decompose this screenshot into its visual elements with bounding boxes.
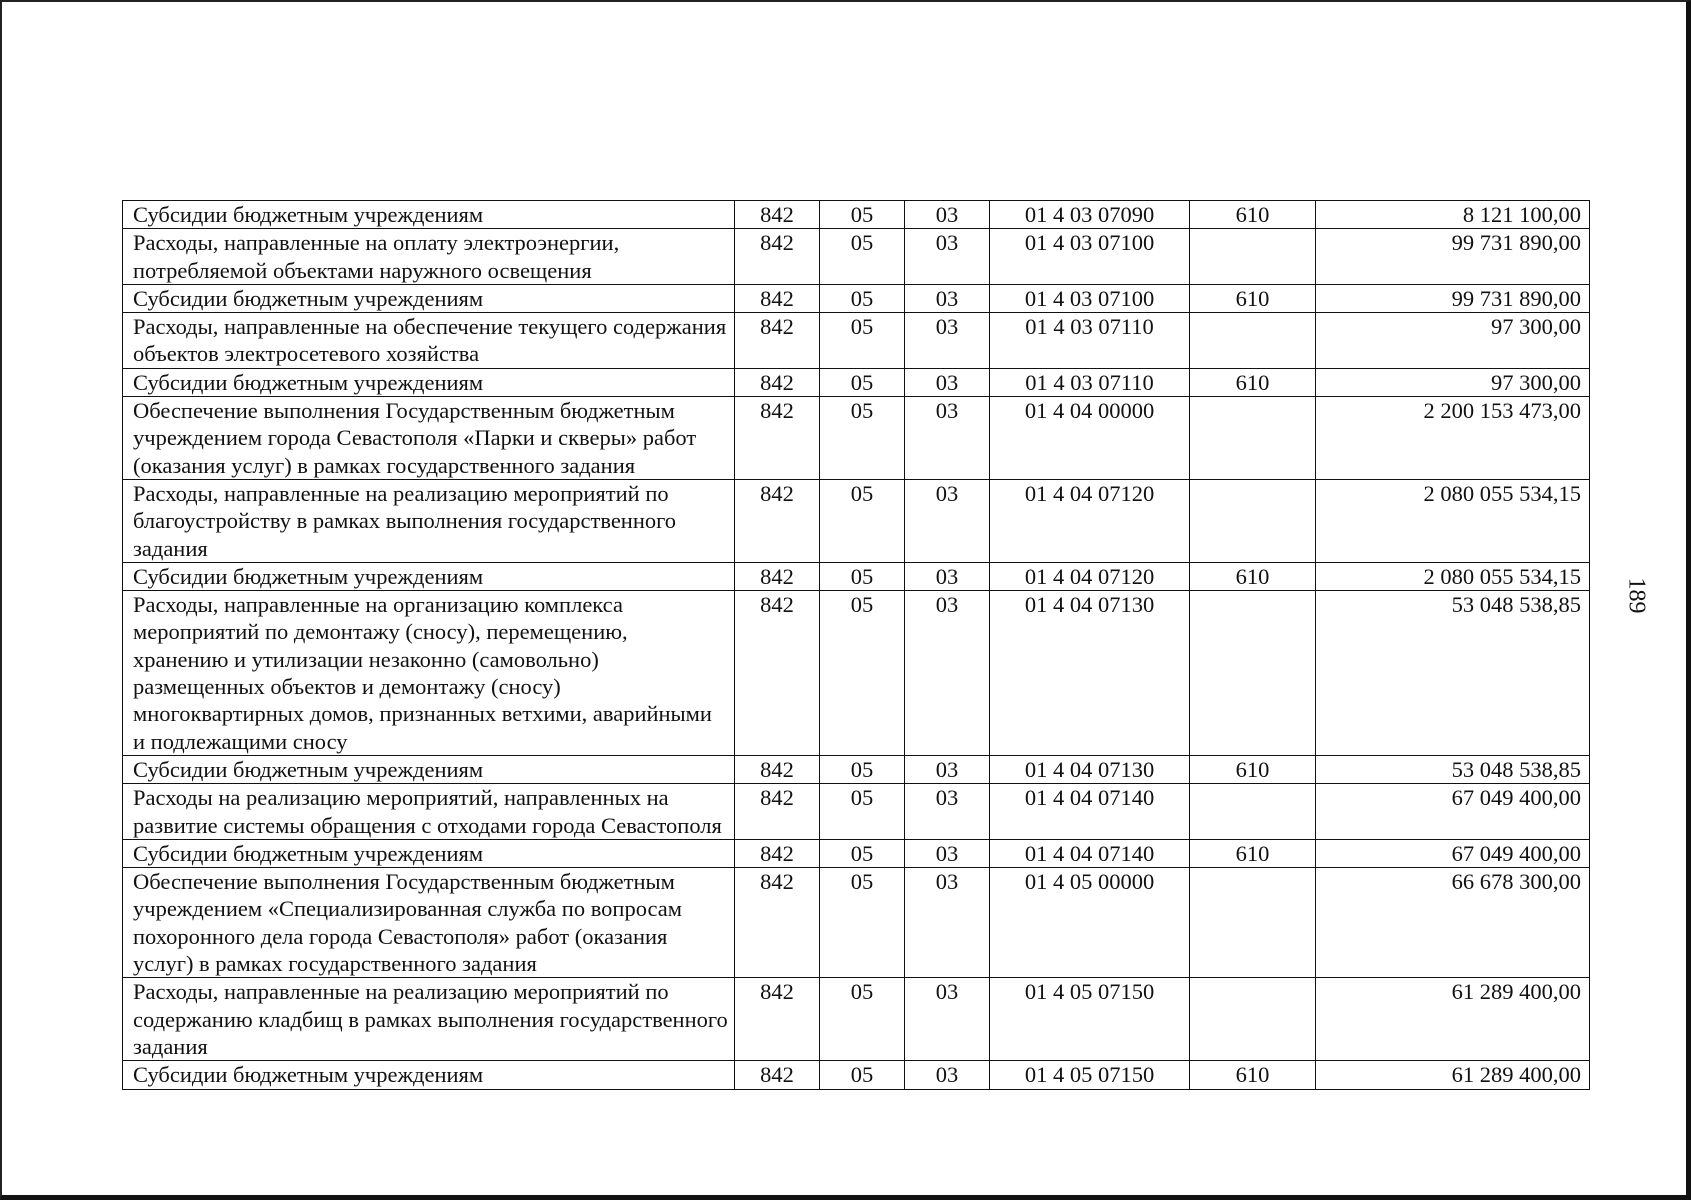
subsection-code-cell: 03 bbox=[905, 479, 990, 562]
expense-type-cell: 610 bbox=[1190, 839, 1316, 867]
target-article-cell: 01 4 03 07090 bbox=[990, 201, 1190, 229]
target-article-cell: 01 4 05 07150 bbox=[990, 1061, 1190, 1089]
expense-type-cell: 610 bbox=[1190, 755, 1316, 783]
amount-cell: 99 731 890,00 bbox=[1316, 284, 1590, 312]
section-code-cell: 05 bbox=[820, 591, 905, 756]
expense-name-cell: Субсидии бюджетным учреждениям bbox=[123, 755, 735, 783]
subsection-code-cell: 03 bbox=[905, 313, 990, 369]
ministry-code-cell: 842 bbox=[735, 839, 820, 867]
amount-cell: 53 048 538,85 bbox=[1316, 755, 1590, 783]
ministry-code-cell: 842 bbox=[735, 562, 820, 590]
section-code-cell: 05 bbox=[820, 1061, 905, 1089]
amount-cell: 97 300,00 bbox=[1316, 368, 1590, 396]
subsection-code-cell: 03 bbox=[905, 229, 990, 285]
table-row bbox=[123, 313, 1590, 369]
expense-name-cell: Расходы, направленные на организацию комплекса мероприятий по демонтажу (сносу), перемещению, хранению и утилизации незаконно (самовольно) размещенных объектов и демонтажу (сносу) многоквартирных домов, признанных ветхими, аварийными и подлежащими сносу bbox=[123, 591, 735, 756]
expense-name-cell: Обеспечение выполнения Государственным бюджетным учреждением города Севастополя «Парки и скверы» работ (оказания услуг) в рамках государственного задания bbox=[123, 397, 735, 480]
expense-type-cell bbox=[1190, 784, 1316, 840]
section-code-cell: 05 bbox=[820, 868, 905, 978]
section-code-cell: 05 bbox=[820, 479, 905, 562]
amount-cell: 2 200 153 473,00 bbox=[1316, 397, 1590, 480]
target-article-cell: 01 4 04 07140 bbox=[990, 784, 1190, 840]
ministry-code-cell: 842 bbox=[735, 368, 820, 396]
expense-type-cell bbox=[1190, 313, 1316, 369]
ministry-code-cell: 842 bbox=[735, 591, 820, 756]
expense-type-cell: 610 bbox=[1190, 368, 1316, 396]
section-code-cell: 05 bbox=[820, 562, 905, 590]
expense-name-cell: Расходы, направленные на реализацию мероприятий по благоустройству в рамках выполнения государственного задания bbox=[123, 479, 735, 562]
target-article-cell: 01 4 03 07100 bbox=[990, 284, 1190, 312]
budget-table bbox=[122, 200, 1590, 1090]
subsection-code-cell: 03 bbox=[905, 397, 990, 480]
subsection-code-cell: 03 bbox=[905, 978, 990, 1061]
target-article-cell: 01 4 05 07150 bbox=[990, 978, 1190, 1061]
subsection-code-cell: 03 bbox=[905, 868, 990, 978]
subsection-code-cell: 03 bbox=[905, 784, 990, 840]
table-row bbox=[123, 368, 1590, 396]
section-code-cell: 05 bbox=[820, 313, 905, 369]
subsection-code-cell: 03 bbox=[905, 591, 990, 756]
expense-type-cell: 610 bbox=[1190, 284, 1316, 312]
ministry-code-cell: 842 bbox=[735, 479, 820, 562]
section-code-cell: 05 bbox=[820, 284, 905, 312]
ministry-code-cell: 842 bbox=[735, 229, 820, 285]
subsection-code-cell: 03 bbox=[905, 201, 990, 229]
target-article-cell: 01 4 04 07120 bbox=[990, 479, 1190, 562]
amount-cell: 67 049 400,00 bbox=[1316, 839, 1590, 867]
subsection-code-cell: 03 bbox=[905, 284, 990, 312]
target-article-cell: 01 4 03 07100 bbox=[990, 229, 1190, 285]
ministry-code-cell: 842 bbox=[735, 868, 820, 978]
table-row bbox=[123, 201, 1590, 229]
expense-name-cell: Обеспечение выполнения Государственным бюджетным учреждением «Специализированная служба по вопросам похоронного дела города Севастополя» работ (оказания услуг) в рамках государственного задания bbox=[123, 868, 735, 978]
expense-name-cell: Расходы, направленные на реализацию мероприятий по содержанию кладбищ в рамках выполнения государственного задания bbox=[123, 978, 735, 1061]
table-row bbox=[123, 591, 1590, 756]
expense-type-cell: 610 bbox=[1190, 201, 1316, 229]
subsection-code-cell: 03 bbox=[905, 1061, 990, 1089]
amount-cell: 2 080 055 534,15 bbox=[1316, 479, 1590, 562]
table-row bbox=[123, 479, 1590, 562]
table-row bbox=[123, 284, 1590, 312]
table-row bbox=[123, 755, 1590, 783]
table-row bbox=[123, 397, 1590, 480]
section-code-cell: 05 bbox=[820, 229, 905, 285]
table-row bbox=[123, 1061, 1590, 1089]
ministry-code-cell: 842 bbox=[735, 784, 820, 840]
subsection-code-cell: 03 bbox=[905, 839, 990, 867]
expense-name-cell: Расходы, направленные на оплату электроэнергии, потребляемой объектами наружного освещения bbox=[123, 229, 735, 285]
ministry-code-cell: 842 bbox=[735, 978, 820, 1061]
table-row bbox=[123, 839, 1590, 867]
table-row bbox=[123, 562, 1590, 590]
ministry-code-cell: 842 bbox=[735, 755, 820, 783]
amount-cell: 99 731 890,00 bbox=[1316, 229, 1590, 285]
target-article-cell: 01 4 05 00000 bbox=[990, 868, 1190, 978]
expense-name-cell: Субсидии бюджетным учреждениям bbox=[123, 201, 735, 229]
amount-cell: 61 289 400,00 bbox=[1316, 978, 1590, 1061]
ministry-code-cell: 842 bbox=[735, 201, 820, 229]
section-code-cell: 05 bbox=[820, 839, 905, 867]
amount-cell: 97 300,00 bbox=[1316, 313, 1590, 369]
section-code-cell: 05 bbox=[820, 397, 905, 480]
amount-cell: 53 048 538,85 bbox=[1316, 591, 1590, 756]
table-body bbox=[123, 201, 1590, 1090]
amount-cell: 66 678 300,00 bbox=[1316, 868, 1590, 978]
target-article-cell: 01 4 04 07130 bbox=[990, 755, 1190, 783]
expense-type-cell: 610 bbox=[1190, 1061, 1316, 1089]
amount-cell: 67 049 400,00 bbox=[1316, 784, 1590, 840]
ministry-code-cell: 842 bbox=[735, 284, 820, 312]
target-article-cell: 01 4 04 07130 bbox=[990, 591, 1190, 756]
table-row bbox=[123, 868, 1590, 978]
expense-name-cell: Расходы на реализацию мероприятий, направленных на развитие системы обращения с отходами города Севастополя bbox=[123, 784, 735, 840]
amount-cell: 8 121 100,00 bbox=[1316, 201, 1590, 229]
section-code-cell: 05 bbox=[820, 368, 905, 396]
expense-type-cell bbox=[1190, 397, 1316, 480]
expense-name-cell: Субсидии бюджетным учреждениям bbox=[123, 284, 735, 312]
target-article-cell: 01 4 03 07110 bbox=[990, 313, 1190, 369]
subsection-code-cell: 03 bbox=[905, 562, 990, 590]
amount-cell: 61 289 400,00 bbox=[1316, 1061, 1590, 1089]
expense-type-cell bbox=[1190, 978, 1316, 1061]
section-code-cell: 05 bbox=[820, 755, 905, 783]
section-code-cell: 05 bbox=[820, 784, 905, 840]
table-row bbox=[123, 784, 1590, 840]
expense-name-cell: Расходы, направленные на обеспечение текущего содержания объектов электросетевого хозяйства bbox=[123, 313, 735, 369]
page-number: 189 bbox=[1623, 577, 1650, 614]
expense-name-cell: Субсидии бюджетным учреждениям bbox=[123, 1061, 735, 1089]
table-row bbox=[123, 978, 1590, 1061]
expense-name-cell: Субсидии бюджетным учреждениям bbox=[123, 562, 735, 590]
table-row bbox=[123, 229, 1590, 285]
expense-name-cell: Субсидии бюджетным учреждениям bbox=[123, 839, 735, 867]
target-article-cell: 01 4 04 07120 bbox=[990, 562, 1190, 590]
amount-cell: 2 080 055 534,15 bbox=[1316, 562, 1590, 590]
target-article-cell: 01 4 04 00000 bbox=[990, 397, 1190, 480]
target-article-cell: 01 4 03 07110 bbox=[990, 368, 1190, 396]
section-code-cell: 05 bbox=[820, 978, 905, 1061]
ministry-code-cell: 842 bbox=[735, 313, 820, 369]
subsection-code-cell: 03 bbox=[905, 755, 990, 783]
expense-type-cell bbox=[1190, 591, 1316, 756]
subsection-code-cell: 03 bbox=[905, 368, 990, 396]
expense-type-cell bbox=[1190, 229, 1316, 285]
expense-type-cell: 610 bbox=[1190, 562, 1316, 590]
ministry-code-cell: 842 bbox=[735, 397, 820, 480]
ministry-code-cell: 842 bbox=[735, 1061, 820, 1089]
expense-type-cell bbox=[1190, 868, 1316, 978]
section-code-cell: 05 bbox=[820, 201, 905, 229]
expense-type-cell bbox=[1190, 479, 1316, 562]
target-article-cell: 01 4 04 07140 bbox=[990, 839, 1190, 867]
expense-name-cell: Субсидии бюджетным учреждениям bbox=[123, 368, 735, 396]
